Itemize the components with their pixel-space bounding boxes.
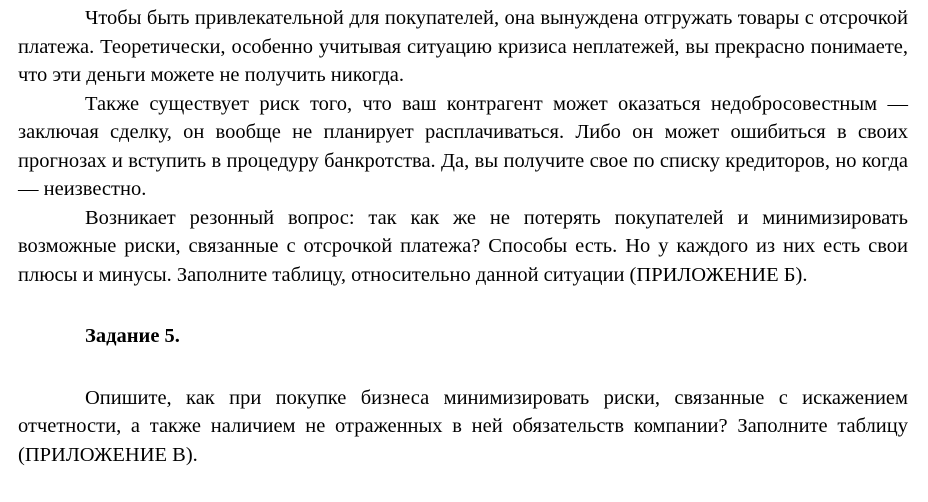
spacer bbox=[18, 289, 908, 322]
paragraph-counterparty-risk: Также существует риск того, что ваш контрагент может оказаться недобросовестным — заключая сделку, он вообще не планирует расплачиваться. Либо он может ошибиться в своих прогнозах и вступить в процедуру банкротства. Да, вы получите свое по списку кредиторов, но когда — неизвестно. bbox=[18, 92, 908, 200]
spacer bbox=[18, 351, 908, 384]
document-page bbox=[18, 4, 908, 469]
paragraph-question: Возникает резонный вопрос: так как же не потерять покупателей и минимизировать возможные риски, связанные с отсрочкой платежа? Способы есть. Но у каждого из них есть свои плюсы и минусы. Заполните таблицу, относительно данной ситуации (ПРИЛОЖЕНИЕ Б). bbox=[18, 206, 908, 286]
paragraph-deferred-payment: Чтобы быть привлекательной для покупателей, она вынуждена отгружать товары с отсрочкой платежа. Теоретически, особенно учитывая ситуацию кризиса неплатежей, вы прекрасно понимаете, что эти деньги можете не получить никогда. bbox=[18, 7, 908, 86]
task-heading: Задание 5. bbox=[85, 325, 180, 347]
task-text: Опишите, как при покупке бизнеса минимизировать риски, связанные с искажением отчетности, а также наличием не отраженных в ней обязательств компании? Заполните таблицу (ПРИЛОЖЕНИЕ В). bbox=[18, 386, 908, 466]
